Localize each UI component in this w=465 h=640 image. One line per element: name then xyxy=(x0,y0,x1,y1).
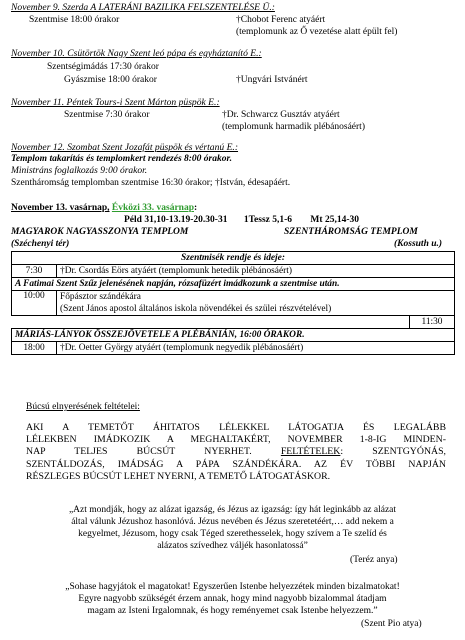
bucsu-line: NAP TELJES BÚCSÚT NYERHET. FELTÉTELEK: SZENTGYÓNÁS, xyxy=(26,446,447,458)
nov9-intent2: (templomunk az Ő vezetése alatt épült fel) xyxy=(236,27,398,37)
church1-location: (Széchenyi tér) xyxy=(11,239,70,249)
nov12-ministrans: Ministráns foglalkozás 9:00 órakor. xyxy=(11,166,148,176)
quote-teresa xyxy=(0,504,465,552)
nov10-heading: November 10. Csütörtök Nagy Szent leó pápa és egyháztanító E.: xyxy=(11,48,262,59)
nov13-date: November 13. vasárnap, xyxy=(11,203,110,213)
bucsu-line: SZENTÁLDOZÁS, IMÁDSÁG A PÁPA SZÁNDÉKÁRA. AZ ÉV TÖBBI NAPJÁN xyxy=(26,458,446,470)
table-row xyxy=(12,252,455,265)
schedule-intent: Főpásztor szándékára xyxy=(57,291,455,304)
gospel: 25,14-30 xyxy=(324,215,359,225)
mass-schedule-table xyxy=(11,251,455,355)
nov11-heading: November 11. Péntek Tours-i Szent Márton püspök E.: xyxy=(11,97,220,108)
bucsu-line: RÉSZLEGES BÚCSÚT LEHET NYERNI, A TEMETŐ LÁTOGATÁSKOR. xyxy=(26,470,331,482)
nov13-sunday: Évközi 33. vasárnap xyxy=(111,203,194,213)
nov11-intent2: (templomunk harmadik plébánosáért) xyxy=(222,122,365,132)
quote-line: magam az Isteni Irgalomnak, és hogy reményemet csak Istenbe helyezzem.” xyxy=(87,606,378,616)
reading2-label: 1Tessz xyxy=(243,215,270,225)
bucsu-title: Búcsú elnyerésének feltételei: xyxy=(26,402,140,412)
nov10-adoration: Szentségimádás 17:30 órakor xyxy=(47,62,159,72)
quote-pio-author: (Szent Pio atya) xyxy=(361,619,422,629)
readings-line xyxy=(124,215,359,225)
nov11-intent1: †Dr. Schwarcz Gusztáv atyáért xyxy=(222,110,340,120)
nov12-mass: Szentháromság templomban szentmise 16:30 órakor; †István, édesapáért. xyxy=(11,178,291,188)
nov10-intent: †Ungvári Istvánért xyxy=(236,75,308,85)
church1-name: MAGYAROK NAGYASSZONYA TEMPLOM xyxy=(11,227,189,237)
table-row xyxy=(12,265,455,278)
schedule-time: 7:30 xyxy=(12,265,57,278)
reading1: 31,10-13.19-20.30-31 xyxy=(144,215,228,225)
quote-line: Egyre nagyobb szükségét érzem annak, hogy mind nagyobb bizalommal átadjam xyxy=(78,594,387,604)
nov13-colon: : xyxy=(194,203,198,213)
quote-line: „Sohase hagyjátok el magatokat! Egyszerűen Istenbe helyezzétek minden bizalmatokat! xyxy=(65,582,400,592)
reading2: 5,1-6 xyxy=(272,215,293,225)
marias-lanyok-note: MÁRIÁS-LÁNYOK ÖSSZEJÖVETELE A PLÉBÁNIÁN, 16:00 ÓRAKOR. xyxy=(12,329,455,342)
quote-line: kegyelmet, Jézusom, hogy csak Téged szerethesselek, hogy szívem a Te szelíd és xyxy=(78,529,387,539)
feltetelek-label: FELTÉTELEK xyxy=(280,446,341,458)
gospel-label: Mt xyxy=(310,215,323,225)
schedule-header: Szentmisék rendje és ideje: xyxy=(12,252,455,265)
bucsu-line: AKI A TEMETŐT ÁHITATOS LÉLEKKEL LÁTOGATJA ÉS LEGALÁBB xyxy=(26,422,446,433)
schedule-intent: †Dr. Oetter György atyáért (templomunk negyedik plébánosáért) xyxy=(57,342,455,355)
nov13-date-line xyxy=(11,203,197,213)
quote-teresa-author: (Teréz anya) xyxy=(350,555,398,565)
nov9-heading: November 9. Szerda A LATERÁNI BAZILIKA FELSZENTELÉSE Ü.: xyxy=(11,2,275,13)
table-row xyxy=(12,303,455,316)
reading1-label: Péld xyxy=(124,215,142,225)
fatima-note: A Fatimai Szent Szűz jelenésének napján, rózsafüzért imádkozunk a szentmise után. xyxy=(12,278,455,291)
schedule-intent-detail: (Szent János apostol általános iskola növendékei és szülei részvételével) xyxy=(57,303,455,316)
table-row xyxy=(12,278,455,291)
nov11-mass: Szentmise 7:30 órakor xyxy=(64,110,150,120)
table-row xyxy=(12,342,455,355)
nov10-mass: Gyászmise 18:00 órakor xyxy=(64,75,157,85)
church2-location: (Kossuth u.) xyxy=(394,239,443,249)
schedule-intent: †Dr. Csordás Eörs atyáért (templomunk hetedik plébánosáért) xyxy=(57,265,455,278)
quote-line: által válunk Jézushoz hasonlóvá. Jézus nevében és Jézus szeretetéért,… add nekem a xyxy=(71,517,394,527)
schedule-time: 11:30 xyxy=(410,316,455,329)
nov9-mass: Szentmise 18:00 órakor xyxy=(29,15,120,25)
nov12-cleaning: Templom takarítás és templomkert rendezés 8:00 órakor. xyxy=(11,154,233,164)
table-row xyxy=(12,329,455,342)
quote-line: alázatos szívedhez váljék hasonlatossá” xyxy=(157,541,308,551)
quote-pio xyxy=(0,581,465,617)
bucsu-line: LÉLEKBEN IMÁDKOZIK A MEGHALTAKÉRT, NOVEMBER 1-8-IG MINDEN- xyxy=(26,434,446,446)
schedule-time: 18:00 xyxy=(12,342,57,355)
church2-name: SZENTHÁROMSÁG TEMPLOM xyxy=(284,227,418,237)
nov9-intent1: †Chobot Ferenc atyáért xyxy=(236,15,326,25)
quote-line: „Azt mondják, hogy az alázat igazság, és Jézus az igazság: így hát leginkább az alázat xyxy=(68,505,397,515)
table-row xyxy=(12,316,455,329)
table-row xyxy=(12,291,455,304)
schedule-time: 10:00 xyxy=(12,291,57,316)
nov12-heading: November 12. Szombat Szent Jozafát püspök és vértanú E.: xyxy=(11,142,239,153)
bucsu-text xyxy=(26,422,446,483)
